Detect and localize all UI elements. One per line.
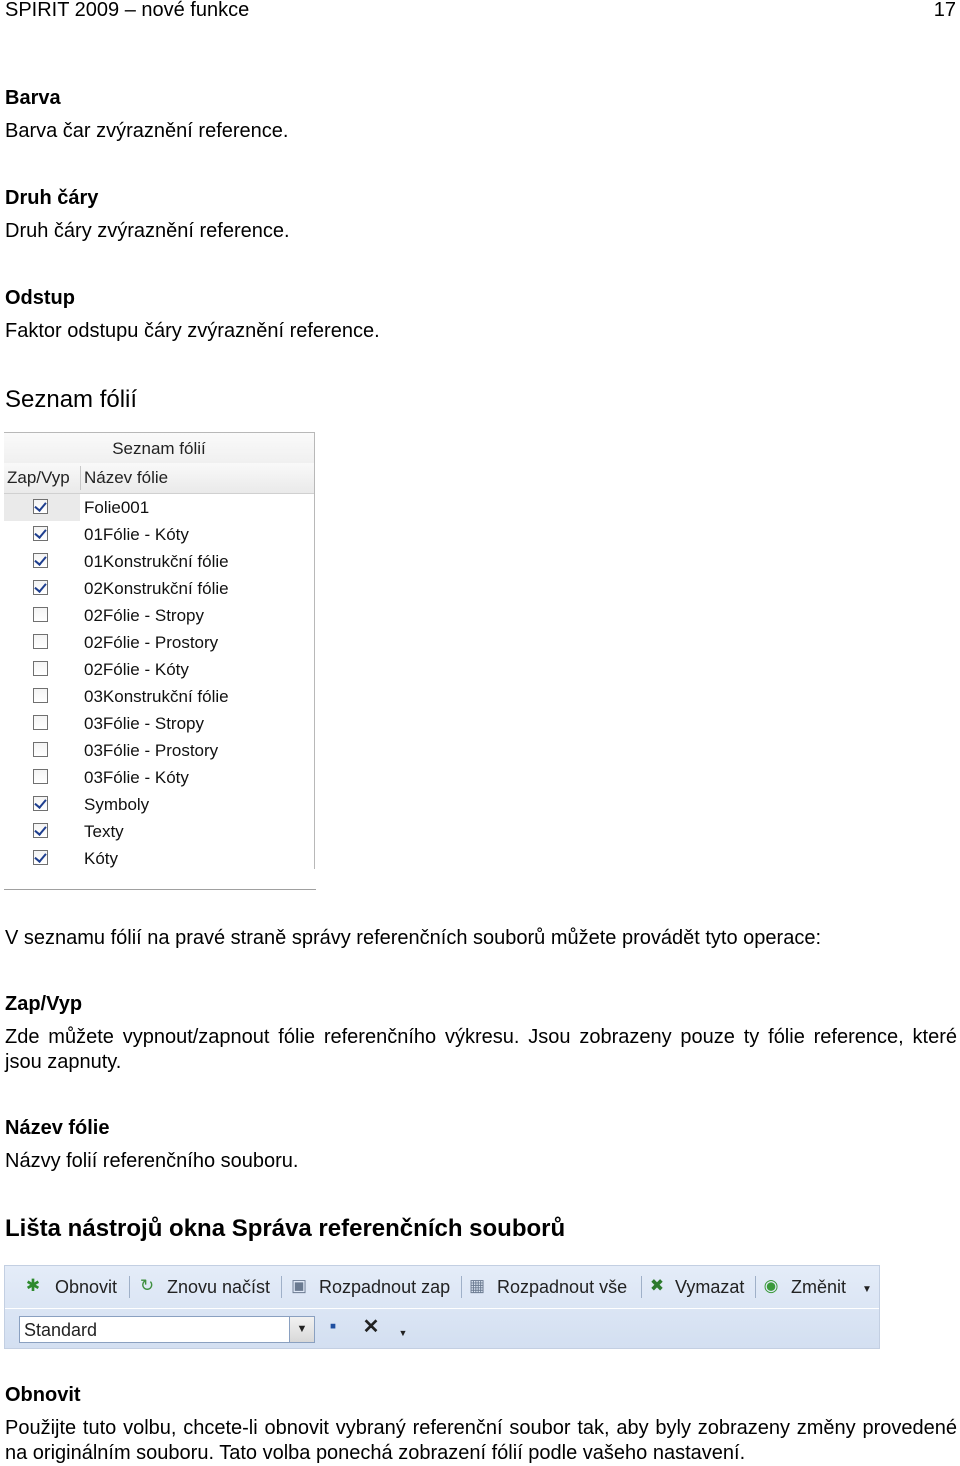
layer-name: Kóty (84, 849, 119, 868)
layer-row[interactable] (4, 629, 314, 656)
desc-zapvyp: Zde můžete vypnout/zapnout fólie referenčního výkresu. Jsou zobrazeny pouze ty fólie reference, které jsou zapnuty. (5, 1026, 957, 1073)
desc-druh-cary: Druh čáry zvýraznění reference. (5, 220, 290, 242)
desc-obnovit: Použijte tuto volbu, chcete-li obnovit vybraný referenční soubor tak, aby byly zobrazeny změny provedené na originálním souboru. Tato volba ponechá zobrazení fólií podle vašeho nastavení. (5, 1417, 957, 1464)
toolbar-separator (129, 1276, 130, 1298)
save-icon[interactable]: ▪ (329, 1316, 337, 1337)
layer-name: Symboly (84, 795, 150, 814)
checkmark-icon (34, 499, 46, 512)
layer-name: Texty (84, 822, 124, 841)
term-zapvyp: Zap/Vyp (5, 993, 83, 1015)
layer-panel-title: Seznam fólií (4, 433, 314, 464)
checkmark-icon (34, 850, 46, 863)
desc-odstup: Faktor odstupu čáry zvýraznění reference. (5, 320, 380, 342)
column-header-toggle[interactable]: Zap/Vyp (7, 468, 70, 487)
overflow-chevron-icon[interactable]: ▼ (862, 1284, 872, 1295)
layer-toggle-checkbox[interactable] (33, 580, 48, 595)
button-vymazat[interactable]: Vymazat (675, 1277, 745, 1297)
layer-toggle-checkbox[interactable] (33, 688, 48, 703)
layer-name: 03Konstrukční fólie (84, 687, 229, 706)
checkmark-icon (34, 580, 46, 593)
style-combobox[interactable] (19, 1316, 315, 1343)
chevron-down-icon[interactable]: ▼ (289, 1317, 314, 1342)
term-barva: Barva (5, 87, 61, 109)
toolbar-separator (755, 1276, 756, 1298)
toolbar-row-actions (5, 1266, 879, 1308)
button-rozpadnout-zap[interactable]: Rozpadnout zap (319, 1277, 451, 1297)
refresh-star-icon[interactable]: ✱ (25, 1276, 41, 1295)
layer-name: Folie001 (84, 498, 150, 517)
layer-row[interactable] (4, 683, 314, 710)
desc-barva: Barva čar zvýraznění reference. (5, 120, 289, 142)
checkmark-icon (34, 796, 46, 809)
reference-toolbar (4, 1265, 880, 1349)
layer-toggle-checkbox[interactable] (33, 823, 48, 838)
button-zmenit[interactable]: Změnit (791, 1277, 847, 1297)
layer-toggle-checkbox[interactable] (33, 553, 48, 568)
reload-icon[interactable]: ↻ (139, 1276, 155, 1295)
intro-paragraph: V seznamu fólií na pravé straně správy referenčních souborů můžete provádět tyto operace: (5, 927, 821, 949)
explode-on-icon[interactable]: ▣ (290, 1276, 308, 1295)
layer-row[interactable] (4, 737, 314, 764)
layer-toggle-checkbox[interactable] (33, 661, 48, 676)
section-heading-layer-list: Seznam fólií (5, 386, 138, 413)
column-header-name[interactable]: Název fólie (84, 468, 169, 487)
overflow-chevron-icon-2[interactable]: ▼ (398, 1328, 408, 1338)
term-obnovit: Obnovit (5, 1384, 81, 1406)
layer-name: 01Konstrukční fólie (84, 552, 229, 571)
button-obnovit[interactable]: Obnovit (55, 1277, 118, 1297)
layer-toggle-checkbox[interactable] (33, 742, 48, 757)
layer-name: 02Fólie - Prostory (84, 633, 219, 652)
layer-row[interactable] (4, 656, 314, 683)
layer-row[interactable] (4, 791, 314, 818)
toolbar-separator (641, 1276, 642, 1298)
layer-row[interactable] (4, 494, 314, 521)
column-separator (80, 466, 81, 490)
layer-name: 02Fólie - Kóty (84, 660, 189, 679)
layer-panel-header (4, 463, 314, 494)
desc-nazev-folie: Názvy folií referenčního souboru. (5, 1150, 299, 1172)
delete-icon[interactable]: ✖ (649, 1276, 665, 1295)
style-combobox-value: Standard (24, 1320, 98, 1340)
layer-toggle-checkbox[interactable] (33, 715, 48, 730)
layer-name: 02Fólie - Stropy (84, 606, 204, 625)
layer-row[interactable] (4, 521, 314, 548)
layer-toggle-checkbox[interactable] (33, 526, 48, 541)
layer-toggle-checkbox[interactable] (33, 607, 48, 622)
layer-toggle-checkbox[interactable] (33, 634, 48, 649)
layer-name: 03Fólie - Kóty (84, 768, 189, 787)
layer-name: 03Fólie - Prostory (84, 741, 219, 760)
section-heading-toolbar: Lišta nástrojů okna Správa referenčních souborů (5, 1215, 566, 1242)
term-druh-cary: Druh čáry (5, 187, 99, 209)
toolbar-row-style (5, 1308, 879, 1349)
layer-row[interactable] (4, 575, 314, 602)
layer-toggle-checkbox[interactable] (33, 769, 48, 784)
term-nazev-folie: Název fólie (5, 1117, 110, 1139)
layer-name: 01Fólie - Kóty (84, 525, 189, 544)
layer-row[interactable] (4, 710, 314, 737)
layer-name: 03Fólie - Stropy (84, 714, 204, 733)
term-odstup: Odstup (5, 287, 75, 309)
page-header-title: SPIRIT 2009 – nové funkce (5, 0, 250, 21)
layer-row[interactable] (4, 548, 314, 575)
layer-toggle-checkbox[interactable] (33, 850, 48, 865)
toolbar-separator (461, 1276, 462, 1298)
page-number: 17 (933, 0, 956, 21)
panel-divider (4, 889, 316, 890)
close-icon[interactable]: ✕ (362, 1316, 380, 1338)
layer-row[interactable] (4, 602, 314, 629)
layer-row[interactable] (4, 764, 314, 791)
layer-row[interactable] (4, 818, 314, 845)
layer-name: 02Konstrukční fólie (84, 579, 229, 598)
checkmark-icon (34, 526, 46, 539)
layer-list-panel (4, 432, 315, 869)
checkmark-icon (34, 553, 46, 566)
toolbar-separator (281, 1276, 282, 1298)
checkmark-icon (34, 823, 46, 836)
layer-toggle-checkbox[interactable] (33, 499, 48, 514)
layer-row[interactable] (4, 845, 314, 869)
layer-toggle-checkbox[interactable] (33, 796, 48, 811)
explode-all-icon[interactable]: ▦ (468, 1276, 486, 1295)
button-rozpadnout-vse[interactable]: Rozpadnout vše (497, 1277, 628, 1297)
change-icon[interactable]: ◉ (763, 1276, 779, 1295)
button-znovu-nacist[interactable]: Znovu načíst (167, 1277, 271, 1297)
